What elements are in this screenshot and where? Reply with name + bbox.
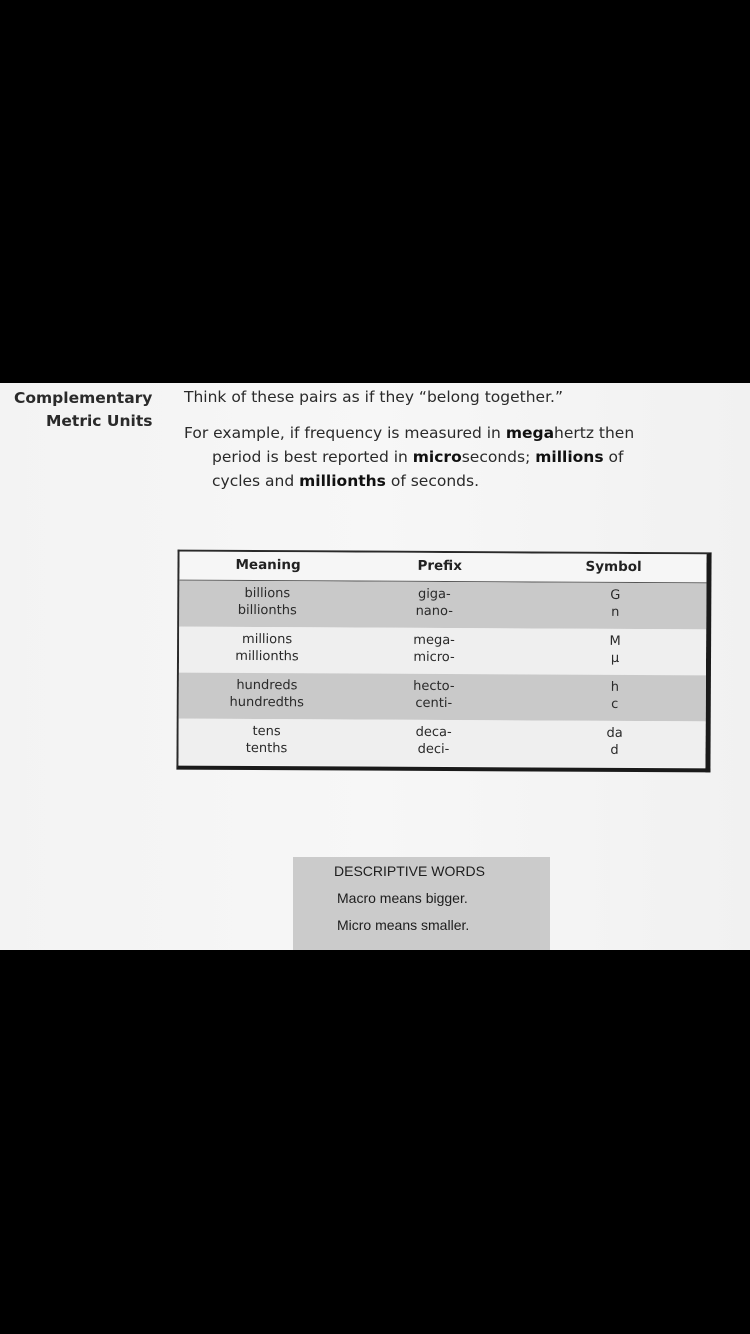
paragraph-line-2 [184,445,704,469]
prefix-value: giga- [417,586,451,603]
meaning-value: hundredths [229,694,305,711]
symbol-value: c [611,696,619,712]
prefix-value: mega- [413,632,455,649]
prefix-cell [379,586,489,621]
symbol-value: G [610,587,621,603]
meaning-cell [209,677,325,712]
section-label-line2: Metric Units [46,412,153,430]
symbol-cell [575,633,655,667]
document-page [0,383,750,950]
table-row [178,719,705,768]
bold-text: micro [412,448,462,466]
descriptive-line-micro: Micro means smaller. [337,917,470,933]
meaning-value: billionths [237,602,297,619]
header-meaning: Meaning [235,556,301,574]
section-label-line1: Complementary [14,389,153,407]
prefix-value: nano- [415,603,453,620]
prefix-value: deci- [417,741,450,758]
table-row [179,673,706,722]
text: period is best reported in [212,448,413,466]
text: of seconds. [385,472,479,490]
text: For example, if frequency is measured in [184,424,506,442]
symbol-value: n [611,604,620,620]
paragraph-line-3 [184,469,704,493]
descriptive-line-macro: Macro means bigger. [337,890,468,906]
prefix-cell [379,678,489,713]
meaning-value: hundreds [236,677,298,694]
text: cycles and [212,472,300,490]
symbol-cell [575,587,655,621]
bold-text: millionths [299,472,386,490]
prefix-value: hecto- [413,678,455,695]
table-header [179,552,706,584]
symbol-value: d [610,742,619,758]
prefix-value: centi- [415,695,453,712]
meaning-value: millionths [235,648,299,665]
symbol-cell [575,679,655,713]
intro-text: Think of these pairs as if they “belong together.” [184,388,563,406]
meaning-value: tens [252,723,281,740]
meaning-value: millions [242,631,293,648]
meaning-value: billions [244,585,291,602]
meaning-cell [209,585,325,620]
descriptive-title: DESCRIPTIVE WORDS [334,863,485,879]
table-row [179,627,706,676]
header-prefix: Prefix [417,557,462,575]
symbol-value: da [606,725,623,741]
meaning-cell [208,723,324,758]
paragraph-line-1 [184,421,704,445]
prefix-cell [379,632,489,667]
example-paragraph [184,421,704,493]
symbol-value: h [610,679,620,695]
meaning-cell [209,631,325,666]
header-symbol: Symbol [585,558,642,576]
text: seconds; [461,448,536,466]
meaning-value: tenths [245,740,288,757]
symbol-cell [574,725,654,759]
table-row [179,581,706,630]
symbol-value: M [609,633,621,649]
prefix-cell [378,724,488,759]
bold-text: mega [505,424,555,442]
descriptive-words-box [293,857,550,950]
prefix-table [176,550,711,773]
symbol-value: μ [610,650,620,666]
bold-text: millions [535,448,604,466]
prefix-value: micro- [413,649,455,666]
text: hertz then [554,424,635,442]
prefix-value: deca- [415,724,452,741]
text: of [603,448,624,466]
